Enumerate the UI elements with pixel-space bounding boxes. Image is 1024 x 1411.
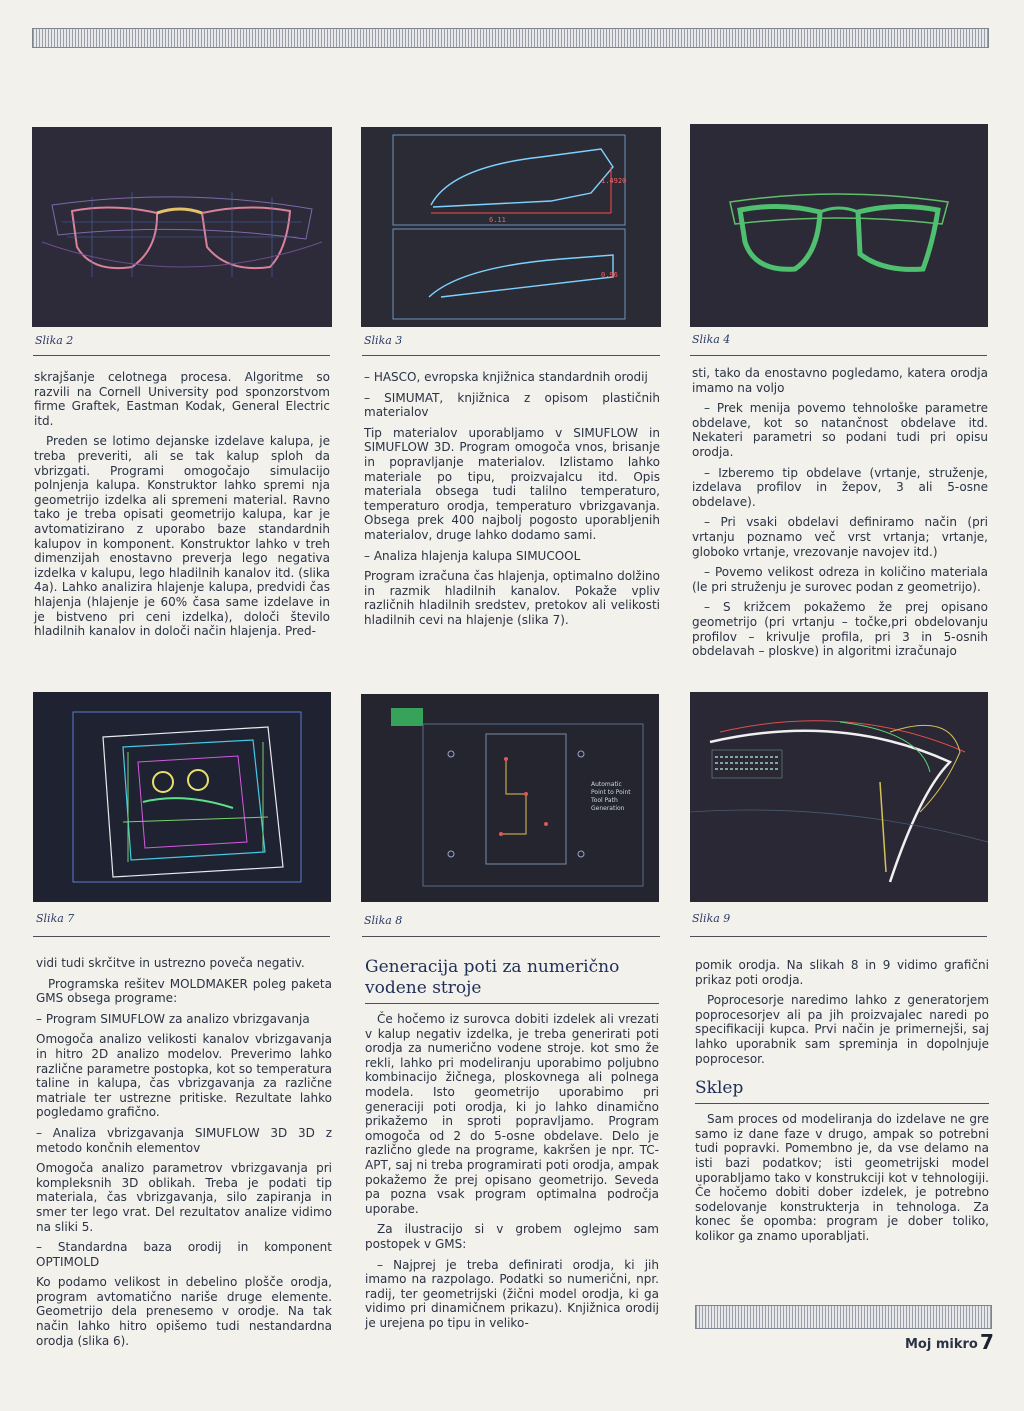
figure-3-dimension-lower: 0.96 [601,271,618,279]
rule-lower-left [33,936,330,937]
figure-2-glasses-wireframe [32,127,332,327]
figure-2-caption: Slika 2 [35,334,74,347]
list-item: – Prek menija povemo tehnološke parametre obdelave, kot so natančnost obdelave itd. Nekateri parametri so podani tudi pri opisu orodja. [692,401,988,459]
list-item: – Izberemo tip obdelave (vrtanje, struženje, izdelava profilov in žepov, 3 ali 5-osne obdelave). [692,465,988,509]
figure-7-mold-cooling [33,692,331,902]
list-item: – Analiza hlajenja kalupa SIMUCOOL [364,548,581,563]
figure-8-label-line: Tool Path [591,797,618,804]
figure-9-surface-toolpath [690,692,988,902]
list-item: – Program SIMUFLOW za analizo vbrizgavanja [36,1011,310,1026]
figure-8-point-to-point-toolpath [361,694,659,902]
figure-8-label-line: Generation [591,805,625,812]
upper-column-3 [692,366,988,665]
rule-upper-middle [362,355,660,356]
list-item: – HASCO, evropska knjižnica standardnih orodij [364,370,648,384]
figure-3-caption: Slika 3 [364,334,403,347]
figure-8-label-line: Point to Point [591,789,631,796]
paragraph: Če hočemo iz surovca dobiti izdelek ali vrezati v kalup negativ izdelka, je treba generirati poti orodja za numerično vodene stroje. kot smo že rekli, lahko pri modeliranju uporabimo poljubno kombinacijo žičnega, ploskovnega ali polnega modela. Isto geometrijo uporabimo pri generaciji poti orodja, ki jo lahko dinamično prikažemo in sproti popravljamo. Program omogoča od 2 do 5-osne obdelave. Delo je različno glede na programe, kakršen je npr. TC-APT, saj ni treba programirati poti orodja, ampak pokažemo že prej opisano geometrijo. Seveda pa pozna vsak program optimalna področja uporabe. [365,1012,659,1216]
section-heading-toolpaths: Generacija poti za numerično vodene stroje [365,957,620,998]
paragraph: Tip materialov uporabljamo v SIMUFLOW in SIMUFLOW 3D. Program omogoča vnos, brisanje in popravljanje materialov. Izlistamo lahko materiale po tipu, proizvajalcu itd. Opis materiala obsega tudi talilno temperaturo, temperaturo orodja, temperaturo vbrizgavanja. Obsega prek 400 najbolj pogosto uporabljenih materialov, druge lahko dodamo sami. [364,425,660,542]
list-item: – Standardna baza orodij in komponent OPTIMOLD [36,1240,332,1269]
lower-column-2 [365,957,659,1336]
figure-3-dimension-width: 6.11 [489,216,506,224]
lower-column-1 [36,956,332,1354]
top-decorative-bar [32,28,989,48]
figure-9-caption: Slika 9 [692,912,731,925]
list-item: – Najprej je treba definirati orodja, ki jih imamo na razpolago. Podatki so numerični, npr. radij, ter geometrijski (žični model orodja, ki ga vidimo pri dinamičnem prikazu). Knjižnica orodij je urejena po tipu in veliko- [365,1257,659,1330]
upper-column-2 [364,370,660,634]
list-item: – Pri vsaki obdelavi definiramo način (pri vrtanju poznamo več vrst vrtanja; vrtanje, globoko vrtanje, vrezovanje navojev itd.) [692,515,988,559]
paragraph: skrajšanje celotnega procesa. Algoritme so razvili na Cornell University pod sponzorstvom firme Graftek, Eastman Kodak, General Electric itd. [34,370,330,428]
section-heading-conclusion: Sklep [695,1078,744,1099]
list-item: – SIMUMAT, knjižnica z opisom plastičnih materialov [364,390,660,420]
heading-rule [695,1103,989,1104]
page-number: 7 [980,1330,994,1354]
figure-3-dimension-height: 1.4920 [601,177,627,185]
figure-8-label-line: Automatic [591,781,622,788]
paragraph: Program izračuna čas hlajenja, optimalno dolžino in razmik hladilnih kanalov. Pokaže vpliv različnih hladilnih sredstev, pretokov ali velikosti hladilnih cevi na hlajenje (slika 7). [364,569,660,627]
paragraph: Omogoča analizo parametrov vbrizgavanja pri kompleksnih 3D oblikah. Treba je podati tip materiala, čas vbrizgavanja, silo zapiranja in smer ter lego vrat. Del rezultatov analize vidimo na sliki 5. [36,1161,332,1234]
paragraph: Za ilustracijo si v grobem oglejmo sam postopek v GMS: [365,1222,659,1251]
rule-lower-middle [362,936,660,937]
lower-column-3 [695,958,989,1250]
paragraph: Poprocesorje naredimo lahko z generatorjem poprocesorjev ali pa jih proizvajalec naredi po specifikaciji kupca. Prvi način je primernejši, saj lahko uporabnik sam spreminja in dopolnjuje poprocesor. [695,993,989,1066]
figure-4-glasses-mesh [690,124,988,327]
rule-upper-right [690,355,987,356]
bottom-decorative-bar [695,1305,992,1329]
list-item: – Analiza vbrizgavanja SIMUFLOW 3D 3D z metodo končnih elementov [36,1125,332,1155]
figure-3-profile-drawing [361,127,661,327]
paragraph: Preden se lotimo dejanske izdelave kalupa, je treba preveriti, ali se tak kalup sploh da vbrizgati. Programi omogočajo simulacijo polnjenja kalupa. Konstruktor lahko spremi nja geometrijo izdelka ali spremeni material. Ravno tako je treba opisati geometrijo kalupa, kar je avtomatizirano z uporabo baze standardnih kalupov in komponent. Konstruktor lahko v treh dimenzijah enostavno preverja lego negativa izdelka v kalupu, lego hladilnih kanalov itd. (slika 4a). Lahko analizira hlajenje kalupa, predvidi čas hlajenja (hlajenje je 60% časa same izdelave in je bistveno pri ceni izdelka), določi število hladilnih kanalov in določi način hlajenja. Pred- [34,434,330,639]
paragraph: Omogoča analizo velikosti kanalov vbrizgavanja in hitro 2D analizo modelov. Preverimo lahko različne parametre postopka, kot so temperatura taline in kalupa, čas vbrizgavanja za različne matriale ter ustrezne pritiske. Rezultate lahko pogledamo grafično. [36,1032,332,1120]
paragraph: Programska rešitev MOLDMAKER poleg paketa GMS obsega programe: [36,976,332,1006]
upper-column-1 [34,370,330,645]
paragraph: vidi tudi skrčitve in ustrezno poveča negativ. [36,956,305,970]
paragraph: pomik orodja. Na slikah 8 in 9 vidimo grafični prikaz poti orodja. [695,958,989,987]
paragraph: Sam proces od modeliranja do izdelave ne gre samo iz dane faze v drugo, ampak so potrebni tudi popravki. Pomembno je, da vse delamo na isti bazi podatkov; isti geometrijski model uporabljamo tako v konstrukciji kot v tehnologiji. Če hočemo dobiti dober izdelek, je potrebno sodelovanje konstrukterja in tehnologa. Za konec še opomba: program je dober toliko, kolikor ga znamo uporabljati. [695,1112,989,1243]
figure-4-caption: Slika 4 [692,333,731,346]
rule-upper-left [33,355,330,356]
figure-8-caption: Slika 8 [364,914,403,927]
list-item: – S križcem pokažemo že prej opisano geometrijo (pri vrtanju – točke,pri obdelovanju profilov – krivulje profila, pri 3 in 5-osnih obdelavah – ploskve) in algoritmi izračunajo [692,600,988,659]
paragraph: Ko podamo velikost in debelino plošče orodja, program avtomatično nariše druge elemente. Geometrijo dela prenesemo v orodje. Na tak način lahko hitro opišemo tudi nestandardna orodja (slika 6). [36,1275,332,1348]
list-item: – Povemo velikost odreza in količino materiala (le pri struženju je surovec podan z geometrijo). [692,565,988,594]
heading-rule [365,1003,659,1004]
paragraph: sti, tako da enostavno pogledamo, katera orodja imamo na voljo [692,366,988,395]
figure-7-caption: Slika 7 [36,912,75,925]
magazine-name: Moj mikro [905,1337,978,1352]
rule-lower-right [690,936,987,937]
